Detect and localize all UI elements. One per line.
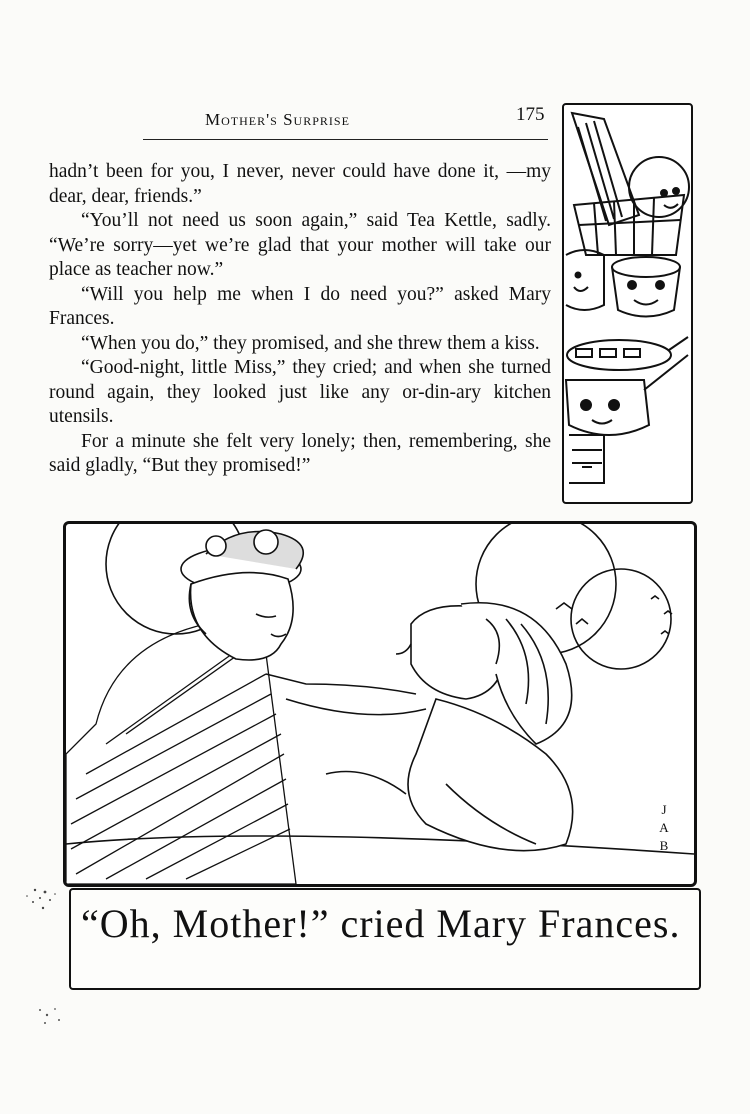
artist-monogram [659, 802, 669, 853]
print-speckle-lower [25, 995, 85, 1045]
print-speckle [15, 870, 75, 930]
monogram-letter-1: J [661, 802, 667, 817]
page-number: 175 [516, 104, 545, 125]
monogram-letter-2: A [659, 820, 669, 835]
monogram-letter-3: B [659, 838, 669, 853]
utensils-drawing [564, 105, 691, 502]
paragraph-5: “Good-night, little Miss,” they cried; and when she turned round again, they looked just like any or-din-ary kitchen utensils. [49, 357, 551, 427]
paragraph-1: hadn’t been for you, I never, never could have done it, —my dear, dear, friends.” [49, 161, 551, 207]
body-text [49, 160, 551, 479]
header-rule [143, 139, 548, 140]
paragraph-3: “Will you help me when I do need you?” asked Mary Frances. [49, 283, 551, 329]
running-title: Mother's Surprise [205, 110, 350, 129]
main-illustration [63, 521, 697, 887]
side-illustration [562, 103, 693, 504]
paragraph-4: “When you do,” they promised, and she threw them a kiss. [81, 332, 540, 354]
caption-panel [69, 888, 701, 990]
paragraph-6: For a minute she felt very lonely; then, remembering, she said gladly, “But they promised!” [49, 430, 551, 476]
paragraph-2: “You’ll not need us soon again,” said Tea Kettle, sadly. “We’re sorry—yet we’re glad that your mother will take our place as teacher now.” [49, 210, 551, 280]
mother-daughter-drawing [66, 524, 694, 884]
illustration-caption: “Oh, Mother!” cried Mary Frances. [81, 901, 681, 946]
